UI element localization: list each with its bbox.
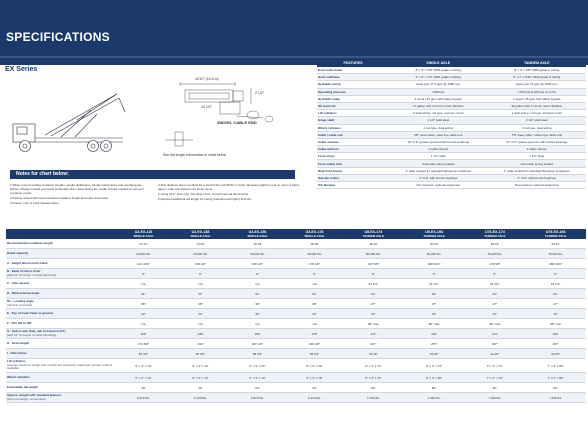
spec-value: 38° [115, 299, 172, 309]
spec-sublabel: (tail fully extended) [7, 302, 33, 307]
spec-value: 23-25" [343, 349, 404, 359]
notes-right [158, 183, 300, 202]
spec-label: I - After frame [7, 350, 27, 355]
spec-label: D - Raised dump angle [7, 290, 40, 295]
features-row [317, 138, 586, 145]
spec-value: n/a [172, 319, 229, 329]
spec-value: 58 3/4" [286, 349, 343, 359]
truck-illustration [13, 94, 125, 152]
spec-label-cell [6, 393, 115, 403]
spec-value: 5" x 3" x 14" [115, 373, 172, 383]
spec-value: 6" x 3" x 75" [343, 373, 404, 383]
spec-value: 27° [343, 299, 404, 309]
spec-value: 51 1/2" [343, 279, 404, 289]
spec-value: n/a [115, 319, 172, 329]
spec-value: 80" [404, 383, 465, 393]
features-row [317, 110, 586, 117]
spec-value: 51° [286, 289, 343, 299]
spec-value: 179 5/8" [464, 259, 525, 269]
model-spec-row [6, 329, 586, 339]
spec-value: 7" x 4" x 75" [464, 373, 525, 383]
notes-left [10, 183, 152, 206]
model-spec-row [6, 259, 586, 269]
feature-name: Cable sheaves [317, 138, 389, 145]
spec-value: 6" [286, 269, 343, 279]
feature-name: ICC Bumper [317, 182, 389, 189]
model-name: U75-EX-174 [484, 230, 505, 234]
spec-value: 51° [229, 289, 286, 299]
feature-name: Hoist main frame [317, 67, 389, 74]
spec-value: 80" [343, 383, 404, 393]
model-header [525, 229, 586, 239]
note-6: 6 Request additional tail length for spring requirements higher than AC. [158, 197, 253, 201]
spec-value: 60" [115, 383, 172, 393]
model-spec-row [6, 289, 586, 299]
spec-label-cell [6, 289, 115, 299]
spec-label-cell [6, 373, 115, 383]
spec-value: 178 1/8" [286, 259, 343, 269]
model-name: U5-EX-174 [364, 230, 383, 234]
spec-value: 20-24' [525, 239, 586, 249]
feature-tandem-value: Automatic spring loaded [488, 160, 587, 167]
spec-value: 156 1/8" [229, 259, 286, 269]
feature-name: Hydraulic pump [317, 81, 389, 88]
spec-value: 44" [404, 309, 465, 319]
model-axle: TANDEM AXLE [362, 234, 385, 238]
model-header [172, 229, 229, 239]
spec-value: 75,000 lbs. [464, 249, 525, 259]
spec-label: G - Cab to axle (CA), cab to trunnion (CT) [7, 329, 66, 334]
feature-name: Outside rollers [317, 174, 389, 181]
feature-single-value: 5/8" steel cable / pear eye cable end [389, 131, 488, 138]
spec-value: 138" [172, 329, 229, 339]
features-row [317, 95, 586, 102]
model-spec-row [6, 299, 586, 309]
spec-value: 51° [404, 289, 465, 299]
spec-value: 5,870 lbs. [229, 393, 286, 403]
spec-value: 38° [286, 299, 343, 309]
spec-label: D1 - Loading angle [7, 299, 34, 304]
features-row [317, 174, 586, 181]
spec-label-cell [6, 249, 115, 259]
features-row [317, 131, 586, 138]
model-spec-row [6, 319, 586, 329]
spec-value: 51° [525, 289, 586, 299]
spec-value: 173 5/8" [115, 339, 172, 349]
spec-label-cell [6, 339, 115, 349]
spec-value: 257" [525, 339, 586, 349]
page-header [0, 0, 588, 65]
features-row [317, 167, 586, 174]
features-row [317, 124, 586, 131]
feature-tandem-value: 4 cable clamps [488, 146, 587, 153]
feature-single-value: 1 1/2" solid steel [389, 117, 488, 124]
model-spec-row [6, 269, 586, 279]
spec-value: 60,000 lbs. [343, 249, 404, 259]
model-axle: SINGLE AXLE [133, 234, 154, 238]
spec-value: 6" x 3" x 75" [286, 373, 343, 383]
spec-value: 6" x 4" x 72" [404, 359, 465, 373]
spec-value: 75,000 lbs. [525, 249, 586, 259]
features-header-label: FEATURES [317, 58, 389, 67]
model-header [343, 229, 404, 239]
model-header [286, 229, 343, 239]
spec-value: 157 5/8" [343, 259, 404, 269]
spec-value: 58 3/4" [229, 349, 286, 359]
feature-name: Rear hold downs [317, 167, 389, 174]
model-axle: TANDEM AXLE [484, 234, 506, 238]
model-name: U3-EX-156 [248, 230, 267, 234]
model-spec-row [6, 393, 586, 403]
spec-value: 23-25" [404, 349, 465, 359]
spec-value: 6" x 3" x 80" [404, 373, 465, 383]
feature-single-value: Gear type 17.5 gpm @ 1500 rpm [389, 81, 488, 88]
spec-value: 194" [525, 329, 586, 339]
spec-label-cell [6, 383, 115, 393]
spec-value: 98" max [464, 319, 525, 329]
spec-label: H - Hoist length [7, 340, 30, 345]
spec-value: 20,000 lbs. [115, 249, 172, 259]
spec-label-cell [6, 259, 115, 269]
model-header [115, 229, 172, 239]
swivel-label: SWIVEL CABLE END [217, 120, 257, 125]
spec-value: 5,370 lbs. [115, 393, 172, 403]
spec-value: 7" x 4" x 80" [525, 373, 586, 383]
spec-value: 18-22' [343, 239, 404, 249]
spec-value: 80" [525, 383, 586, 393]
model-name: U3-EX-178 [305, 230, 324, 234]
spec-value: 27° [464, 299, 525, 309]
spec-sublabel: (reverse mount on single axle models are standard), telescopic cylinder options available [7, 362, 113, 371]
model-axle: SINGLE AXLE [190, 234, 211, 238]
model-spec-row [6, 339, 586, 349]
model-axle: SINGLE AXLE [247, 234, 268, 238]
spec-value: 180 9/16" [404, 259, 465, 269]
spec-value: 60" [286, 383, 343, 393]
feature-single-value: 8" x 3" x 3/8" A500 grade C tubing [389, 67, 488, 74]
spec-label-cell [6, 349, 115, 359]
features-header-single: SINGLE AXLE [389, 58, 488, 67]
spec-value: 5" x 3" x 14" [229, 373, 286, 383]
spec-value: 6" [172, 269, 229, 279]
spec-value: 237" [343, 339, 404, 349]
spec-label: E - Top of truck frame to ground [7, 310, 53, 315]
spec-value: n/a [286, 319, 343, 329]
model-spec-row [6, 373, 586, 383]
spec-value: 44" [343, 309, 404, 319]
spec-value: 60" [172, 383, 229, 393]
spec-value: 44" [525, 309, 586, 319]
spec-value: 174" [343, 329, 404, 339]
spec-label-cell [6, 359, 115, 373]
spec-value: 6" [229, 269, 286, 279]
spec-value: 7,330 lbs. [343, 393, 404, 403]
model-spec-row [6, 359, 586, 373]
feature-single-value: 2 dual acting, rod type, reverse mount [389, 110, 488, 117]
dim-height-label: 2 1/2" [255, 91, 265, 95]
feature-single-value: 1,850 psi [389, 88, 488, 95]
spec-value: 30,000 lbs. [229, 249, 286, 259]
features-table [317, 58, 586, 189]
feature-single-value: 2 rod type, dual acting [389, 124, 488, 131]
model-spec-row [6, 239, 586, 249]
spec-value: 58 3/4" [172, 349, 229, 359]
feature-single-value: 4" O.D. with bronze bearings [389, 174, 488, 181]
features-row [317, 88, 586, 95]
feature-tandem-value: 2 dual acting, rod type, forward mount [488, 110, 587, 117]
spec-value: 60" [229, 383, 286, 393]
spec-value: n/a [115, 279, 172, 289]
spec-label-cell [6, 279, 115, 289]
spec-value: 6" [525, 269, 586, 279]
spec-value: 237" [464, 339, 525, 349]
model-axle: TANDEM AXLE [423, 234, 445, 238]
spec-label-cell [6, 299, 115, 309]
spec-value: 20-24' [404, 239, 465, 249]
model-header [464, 229, 525, 239]
spec-value: 51° [464, 289, 525, 299]
feature-tandem-value: 2 rod type, dual acting [488, 124, 587, 131]
spec-label: Lift cylinders [7, 359, 26, 364]
spec-label: B - Back of cab to hoist [7, 269, 41, 274]
spec-value: 27° [404, 299, 465, 309]
feature-single-value: 4 cable clamps [389, 146, 488, 153]
spec-value: 6" [404, 269, 465, 279]
spec-value: 6" [115, 269, 172, 279]
model-name: U75-EX-194 [545, 230, 566, 234]
spec-label: A - Height above truck frame [7, 260, 48, 265]
dim-top-label: 44'10" (14.0 m) [195, 77, 219, 81]
spec-value: 42" [286, 309, 343, 319]
note-4: 4 This distance does not allow for a behind the cab (BTC) or hoist rail space platform and so more is add a tarper; main cab distance for these items. [158, 183, 300, 191]
dim-side-label: 24 1/2" [201, 105, 212, 109]
feature-single-value: 6" x 3" x 1/4" A500 grade C tubing [389, 74, 488, 81]
feature-name: Front safety lock [317, 160, 389, 167]
spec-value: 7,300 lbs. [464, 393, 525, 403]
feature-name: Front stops [317, 153, 389, 160]
features-row [317, 117, 586, 124]
spec-value: 25,000 lbs. [172, 249, 229, 259]
spec-sublabel: (add 12" for tarper or hand plumbing) [7, 332, 57, 337]
spec-sublabel: (ship out weight, unmounted) [7, 396, 46, 401]
model-axle: SINGLE AXLE [304, 234, 325, 238]
spec-value: 51° [115, 289, 172, 299]
truck-diagram [5, 72, 305, 164]
spec-value: 7" x 4" x 72" [464, 359, 525, 373]
spec-label-cell [6, 269, 115, 279]
spec-value: 18-22' [464, 239, 525, 249]
model-header [404, 229, 465, 239]
model-axle: TANDEM AXLE [544, 234, 567, 238]
feature-name: Hinge shaft [317, 117, 389, 124]
spec-label: F - Tire OD to OD [7, 320, 32, 325]
feature-name: Cable / cable end [317, 131, 389, 138]
features-header-tandem: TANDEM AXLE [488, 58, 587, 67]
feature-name: Lift cylinders [317, 110, 389, 117]
spec-value: 5" x 3" x 60" [286, 359, 343, 373]
spec-value: 6,140 lbs. [286, 393, 343, 403]
spec-value: 5" x 3" x 14" [172, 373, 229, 383]
spec-value: 180 9/16" [525, 259, 586, 269]
spec-value: 58 3/4" [115, 349, 172, 359]
notes-heading: Notes for chart below: [10, 170, 295, 179]
feature-single-value: 1" plate located for standard Westerup containers [389, 167, 488, 174]
model-name: U2-EX-138 [191, 230, 210, 234]
spec-value: 14-16' [172, 239, 229, 249]
models-corner [6, 229, 115, 239]
feature-single-value: 10" O.D. grease grooved with bronze bearings [389, 138, 488, 145]
spec-label-cell [6, 239, 115, 249]
spec-value: 174" [464, 329, 525, 339]
models-table [6, 229, 586, 403]
features-row [317, 146, 586, 153]
spec-value: 13-14' [115, 239, 172, 249]
spec-sublabel: (add 12" for tarper or hand plumbing) [7, 272, 57, 277]
model-spec-row [6, 383, 586, 393]
model-name: U2-EX-119 [134, 230, 153, 234]
model-header [229, 229, 286, 239]
spec-value: 51° [172, 289, 229, 299]
spec-label: Rated capacity [7, 250, 29, 255]
feature-single-value: 1 1/2" plate [389, 153, 488, 160]
spec-value: n/a [286, 279, 343, 289]
spec-value: 42" [229, 309, 286, 319]
note-3: 3 Frame = top of truck chassis frame. [10, 201, 60, 205]
spec-value: 178" [286, 329, 343, 339]
spec-value: 51 1/2" [464, 279, 525, 289]
features-row [317, 182, 586, 189]
spec-value: 44" [464, 309, 525, 319]
feature-tandem-value: 1 1/2" plate [488, 153, 587, 160]
spec-value: 131 3/16" [115, 259, 172, 269]
spec-label: Approx. weight with standard features [7, 393, 62, 398]
spec-value: 5" x 3" x 54" [229, 359, 286, 373]
features-row [317, 81, 586, 88]
spec-value: 5" x 3" x 14" [172, 359, 229, 373]
feature-name: Hoist subframe [317, 74, 389, 81]
feature-name: Cable anchors [317, 146, 389, 153]
spec-label-cell [6, 319, 115, 329]
spec-value: 5" x 3" x 14" [115, 359, 172, 373]
feature-name: Winch cylinders [317, 124, 389, 131]
spec-value: 7,340 lbs. [404, 393, 465, 403]
model-name: U5-EX-194 [425, 230, 443, 234]
spec-value: 16-18' [229, 239, 286, 249]
spec-value: 80" [464, 383, 525, 393]
feature-name: Hydraulic valve [317, 95, 389, 102]
spec-value: 42" [115, 309, 172, 319]
feature-tandem-value: 1" plate located for standard Westerup containers [488, 167, 587, 174]
spec-label: Recommended container length [7, 240, 53, 245]
feature-single-value: 17 gallon with 3 micron return filtration [389, 102, 488, 109]
spec-value: 27° [525, 299, 586, 309]
spec-value: 156" [229, 329, 286, 339]
features-row [317, 102, 586, 109]
spec-value: 98" max [525, 319, 586, 329]
feature-tandem-value: 8" x 4" x 3/8" A500 grade C tubing [488, 67, 587, 74]
spec-value: n/a [172, 279, 229, 289]
diagram-caption: See tail length information in chart below [163, 153, 227, 157]
spec-value: 6" [343, 269, 404, 279]
spec-value: 30,000 lbs. [286, 249, 343, 259]
spec-value: n/a [229, 319, 286, 329]
feature-tandem-value: 2 1/2" solid steel [488, 117, 587, 124]
feature-tandem-value: Not required, optional equipment [488, 182, 587, 189]
spec-value: 51 1/2" [404, 279, 465, 289]
features-row [317, 160, 586, 167]
features-row [317, 153, 586, 160]
spec-value: 38° [172, 299, 229, 309]
spec-value: 257" [404, 339, 465, 349]
model-spec-row [6, 309, 586, 319]
spec-value: 6" [464, 269, 525, 279]
feature-tandem-value: 7/8" steel cable / swivel eye cable end [488, 131, 587, 138]
features-row [317, 67, 586, 74]
spec-value: 194" [404, 329, 465, 339]
spec-value: 7" x 4" x 80" [525, 359, 586, 373]
note-5: 5 Using 22.5" tires only. The larger tires, consult internal dimensions. [158, 192, 249, 196]
note-1: 1 When recommending container lengths, weight distribution, fender interference and overhang are factors. Please consult your local enthusiast when determining the model of hoist needed to suit your container needs. [10, 183, 144, 195]
feature-single-value: 2 spool / 45 gpm with safety bypass [389, 95, 488, 102]
spec-value: 42" [172, 309, 229, 319]
feature-tandem-value: 10" O.D. grease grooved with bronze bearings [488, 138, 587, 145]
model-spec-row [6, 249, 586, 259]
spec-value: n/a [229, 279, 286, 289]
spec-label-cell [6, 329, 115, 339]
page-title: SPECIFICATIONS [6, 30, 110, 44]
spec-value: 38° [229, 299, 286, 309]
spec-value: 98" max [343, 319, 404, 329]
spec-value: 5,700 lbs. [172, 393, 229, 403]
spec-value: 150 1/8" [172, 259, 229, 269]
feature-tandem-value: 4" O.D. with bronze bearings [488, 174, 587, 181]
spec-value: 18-20' [286, 239, 343, 249]
spec-value: 60,000 lbs. [404, 249, 465, 259]
spec-value: 230 1/8" [286, 339, 343, 349]
feature-tandem-value: 2 spool / 45 gpm with safety bypass [488, 95, 587, 102]
series-label: EX Series [5, 66, 38, 73]
model-spec-row [6, 349, 586, 359]
spec-value: 190" [172, 339, 229, 349]
spec-value: 23-25" [525, 349, 586, 359]
note-2: 2 Factory tested with recommended container length and water level load. [10, 196, 109, 200]
spec-value: 98" max [404, 319, 465, 329]
model-spec-row [6, 279, 586, 289]
spec-value: 51 1/2" [525, 279, 586, 289]
feature-tandem-value: 1,850 psi (1,950 psi on U75) [488, 88, 587, 95]
spec-value: 6" x 4" x 72" [343, 359, 404, 373]
spec-value: 23-25" [464, 349, 525, 359]
spec-value: 7,530 lbs. [525, 393, 586, 403]
feature-tandem-value: 30 gallon with 3 micron return filtration [488, 102, 587, 109]
feature-name: Operating pressure [317, 88, 389, 95]
spec-label: C - Axle spread [7, 280, 29, 285]
spec-value: 207 1/8" [229, 339, 286, 349]
spec-value: 119" [115, 329, 172, 339]
spec-label: Winch cylinders [7, 374, 30, 379]
spec-label-cell [6, 309, 115, 319]
spec-value: 51° [343, 289, 404, 299]
feature-single-value: Not required, optional equipment [389, 182, 488, 189]
feature-name: Oil reservoir [317, 102, 389, 109]
spec-label: Extendable tail length [7, 384, 39, 389]
features-row [317, 74, 586, 81]
feature-tandem-value: 5" x 2" x 5/16" A500 grade C tubing [488, 74, 587, 81]
feature-single-value: Automatic spring loaded [389, 160, 488, 167]
feature-tandem-value: Gear type 31 gpm @ 1500 rpm [488, 81, 587, 88]
